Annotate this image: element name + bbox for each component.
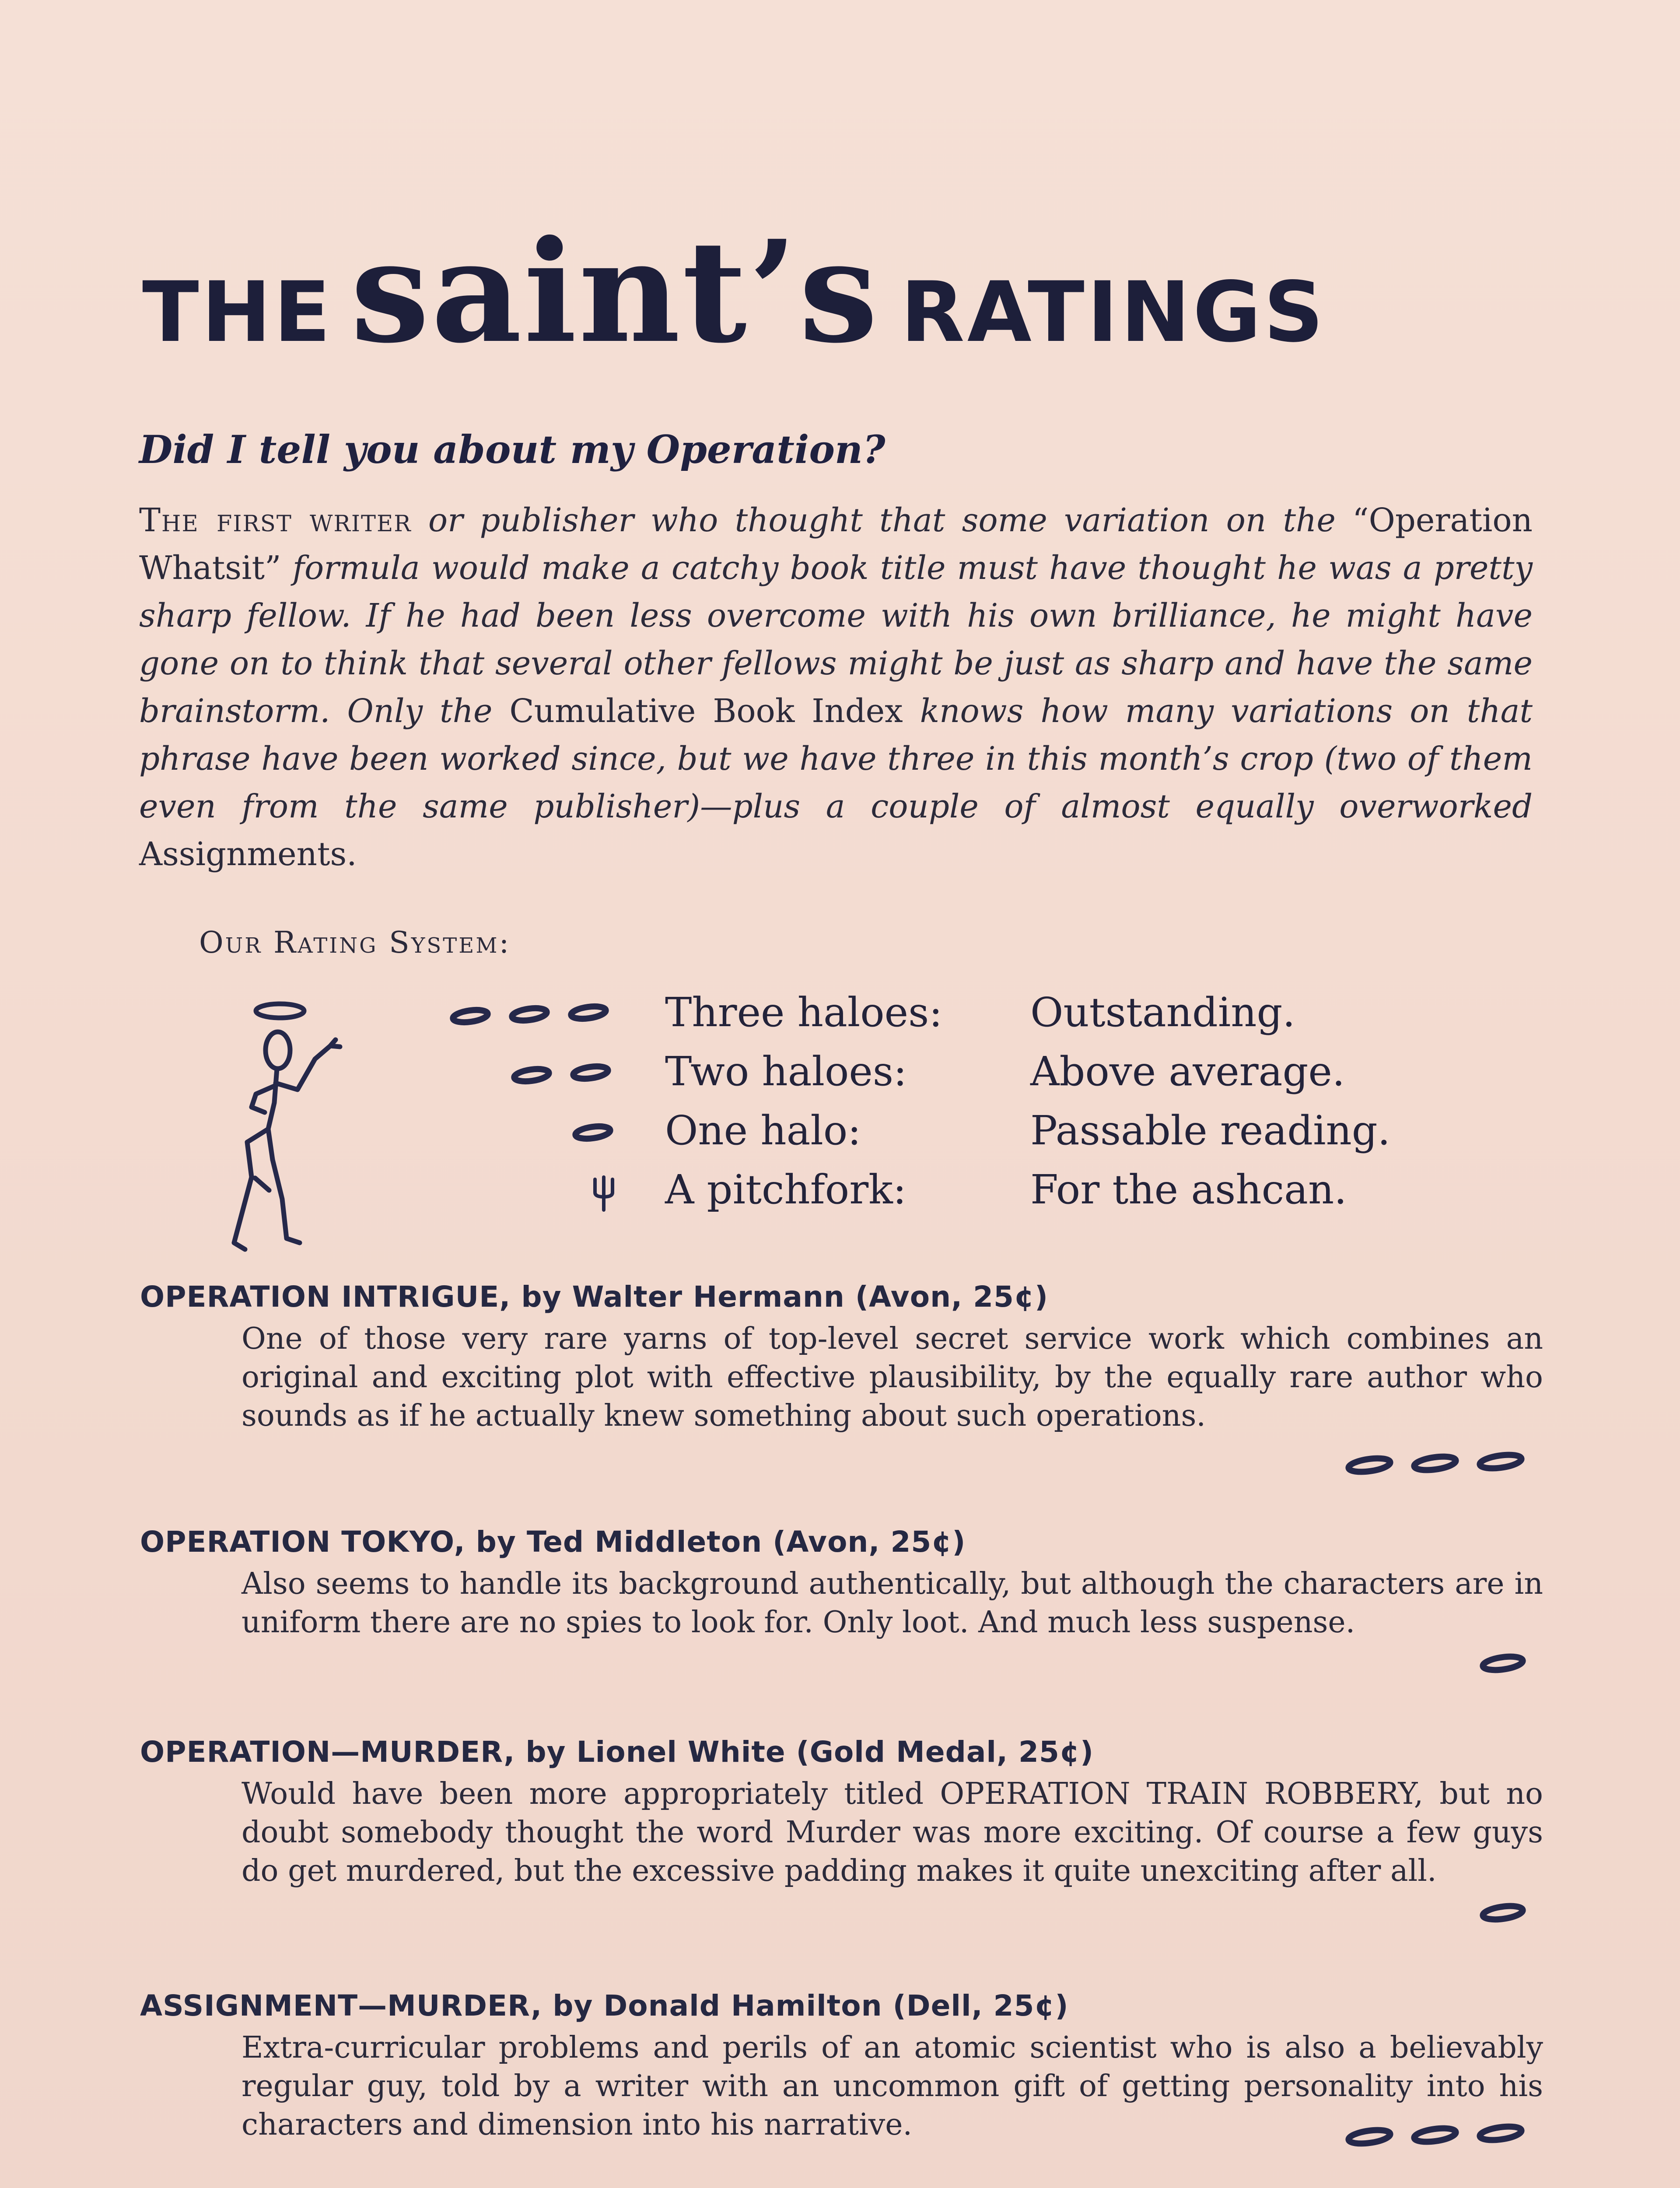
rating-label-three: Three haloes:: [665, 989, 943, 1036]
rating-meaning-three: Outstanding.: [1030, 989, 1295, 1036]
rating-label-one: One halo:: [665, 1107, 861, 1154]
rating-legend: [438, 989, 1488, 1225]
intro-end: .: [346, 836, 357, 873]
saint-stick-figure-icon: [221, 998, 387, 1269]
masthead-the: THE: [142, 264, 333, 361]
review-text: Extra-curricular problems and perils of an atomic scientist who is also a believably regular guy, told by a writer with an uncommon gift of getting personality into his characters and dimension into his narrative.: [242, 2030, 1543, 2142]
review-operation-murder: [140, 1735, 1543, 1890]
review-title: OPERATION—MURDER, by Lionel White (Gold Medal, 25¢): [140, 1735, 1094, 1769]
intro-assignments: Assignments: [139, 836, 347, 873]
masthead: [142, 210, 1326, 385]
rating-meaning-one: Passable reading.: [1030, 1107, 1390, 1154]
review-title: OPERATION TOKYO, by Ted Middleton (Avon, 25¢): [140, 1525, 966, 1559]
rating-system-heading: Our Rating System:: [199, 926, 511, 960]
review-text: Also seems to handle its background authentically, but although the characters are in uniform there are no spies to look for. Only loot. And much less suspense.: [242, 1567, 1543, 1640]
rating-label-two: Two haloes:: [665, 1048, 907, 1095]
review-rating-three-halos-icon: [1339, 2120, 1531, 2151]
three-halos-icon: [438, 989, 617, 1048]
review-operation-tokyo: [140, 1525, 1543, 1642]
intro-part-1: or publisher who thought that some variation on the: [411, 502, 1353, 539]
review-rating-one-halo-icon: [1477, 1648, 1529, 1678]
intro-paragraph: [139, 497, 1533, 878]
rating-row-pitchfork: [438, 1166, 1488, 1225]
review-operation-intrigue: [140, 1280, 1543, 1435]
intro-lead-caps: The first writer: [139, 502, 412, 539]
rating-row-three: [438, 989, 1488, 1048]
masthead-ratings: RATINGS: [900, 264, 1326, 361]
rating-label-pitchfork: A pitchfork:: [665, 1166, 906, 1213]
review-title: OPERATION INTRIGUE, by Walter Hermann (Avon, 25¢): [140, 1280, 1049, 1314]
intro-index-name: Cumulative Book Index: [509, 693, 903, 730]
masthead-saint: saint’s: [350, 210, 880, 374]
review-title: ASSIGNMENT—MURDER, by Donald Hamilton (Dell, 25¢): [140, 1989, 1069, 2023]
one-halo-icon: [438, 1107, 617, 1166]
review-text: Would have been more appropriately titled OPERATION TRAIN ROBBERY, but no doubt somebody thought the word Murder was more exciting. Of course a few guys do get murdered, but the excessive padding makes it quite unexciting after all.: [242, 1777, 1543, 1888]
intro-part-3: knows how many variations on that phrase have been worked since, but we have three in this month’s crop (two of them even from the same publisher)—plus a couple of almost equally overworked: [139, 693, 1533, 825]
two-halos-icon: [438, 1048, 617, 1107]
review-assignment-murder: [140, 1989, 1543, 2144]
rating-row-one: [438, 1107, 1488, 1166]
review-text: One of those very rare yarns of top-level secret service work which combines an original and exciting plot with effective plausibility, by the equally rare author who sounds as if he actually knew something about such operations.: [242, 1322, 1543, 1433]
pitchfork-icon: [438, 1166, 617, 1225]
review-rating-one-halo-icon: [1477, 1897, 1529, 1928]
rating-row-two: [438, 1048, 1488, 1107]
intro-quoted-title: “Operation Whatsit”: [139, 502, 1533, 587]
article-subhead: Did I tell you about my Operation?: [139, 427, 886, 472]
rating-meaning-pitchfork: For the ashcan.: [1030, 1166, 1347, 1213]
intro-part-2: formula would make a catchy book title must have thought he was a pretty sharp fellow. If he had been less overcome with his own brilliance, he might have gone on to think that several other fellows might be just as sharp and have the same brainstorm. Only the: [139, 550, 1533, 730]
review-rating-three-halos-icon: [1339, 1448, 1531, 1479]
rating-meaning-two: Above average.: [1030, 1048, 1345, 1095]
